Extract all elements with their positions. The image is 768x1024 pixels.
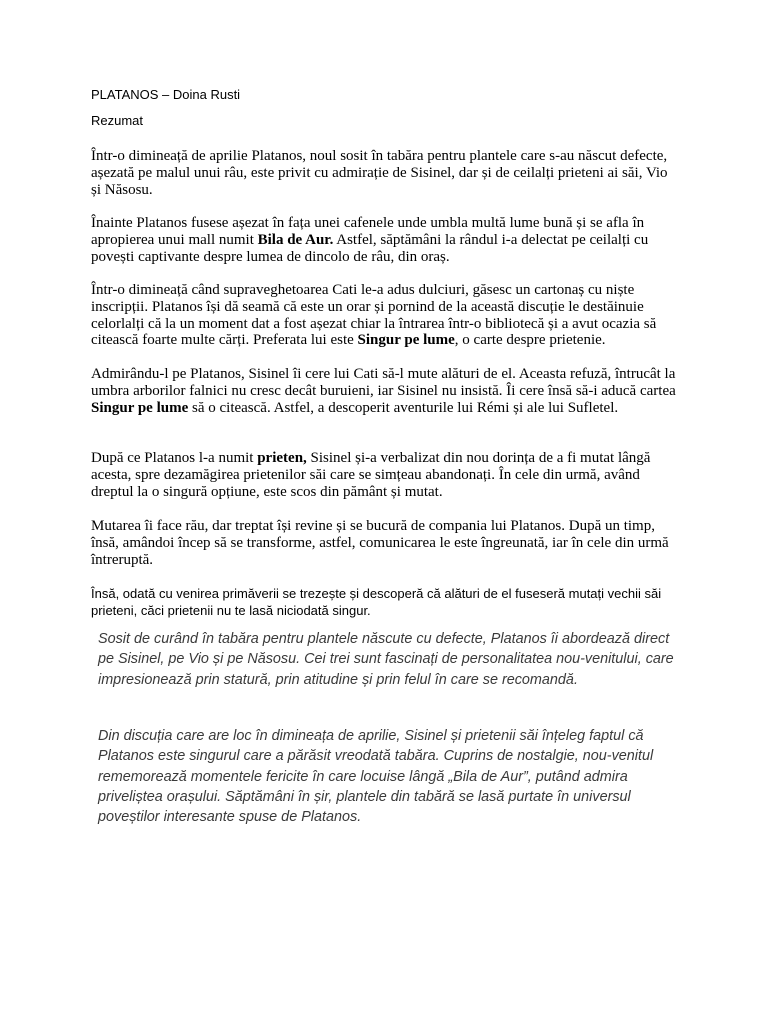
- document-title: PLATANOS – Doina Rusti: [91, 87, 241, 102]
- paragraph-2: Înainte Platanos fusese așezat în fața unei cafenele unde umbla multă lume bună și se afla în apropierea unui mall numit Bila de Aur. Astfel, săptămâni la rândul i-a delectat pe ceilalți cu povești captivante despre lumea de dincolo de râu, din oraș.: [91, 215, 649, 265]
- paragraph-1: Într-o dimineață de aprilie Platanos, noul sosit în tabăra pentru plantele care s-au născut defecte, așezată pe malul unui râu, este privit cu admirație de Sisinel, dar și de ceilalți prieteni ai săi, Vio și Năsosu.: [91, 148, 668, 198]
- paragraph-7: Însă, odată cu venirea primăverii se trezește și descoperă că alături de el fuseseră mutați vechii săi prieteni, căci prietenii nu te lasă niciodată singur.: [91, 586, 662, 618]
- summary-paragraph-1: Sosit de curând în tabăra pentru plantele născute cu defecte, Platanos îi abordează direct pe Sisinel, pe Vio și pe Năsosu. Cei trei sunt fascinați de personalitatea nou-venitului, care impresionează prin statură, prin atitudine și prin felul în care se recomandă.: [98, 631, 674, 688]
- paragraph-3: Într-o dimineață când supraveghetoarea Cati le-a adus dulciuri, găsesc un cartonaș cu niște inscripții. Platanos își dă seamă că este un orar și pornind de la această discuție le destăinuie celorlalți că la un moment dat a fost așezat chiar la întrarea într-o bibliotecă și a avut ocazia să citească foarte multe cărți. Preferata lui este Singur pe lume, o carte despre prietenie.: [91, 282, 657, 349]
- bold-text: Singur pe lume: [357, 332, 455, 349]
- paragraph-5: După ce Platanos l-a numit prieten, Sisinel și-a verbalizat din nou dorința de a fi mutat lângă acesta, spre dezamăgirea prietenilor săi care se simțeau abandonați. În cele din urmă, având dreptul la o singură opțiune, este scos din pământ și mutat.: [91, 450, 651, 500]
- paragraph-6: Mutarea îi face rău, dar treptat își revine și se bucură de compania lui Platanos. După un timp, însă, amândoi încep să se transforme, astfel, comunicarea le este îngreunată, iar în cele din urmă întreruptă.: [91, 518, 669, 568]
- document-subtitle: Rezumat: [91, 113, 144, 128]
- paragraph-4: Admirându-l pe Platanos, Sisinel îi cere lui Cati să-l mute alături de el. Aceasta refuză, întrucât la umbra arborilor falnici nu cresc decât buruieni, iar Sisinel nu insistă. Îi cere însă să-i aducă cartea Singur pe lume să o citească. Astfel, a descoperit aventurile lui Rémi și ale lui Sufletel.: [91, 366, 676, 416]
- bold-text: Singur pe lume: [91, 399, 189, 416]
- bold-text: Bila de Aur.: [257, 231, 334, 248]
- bold-text: prieten,: [257, 450, 307, 466]
- summary-paragraph-2: Din discuția care are loc în dimineața de aprilie, Sisinel și prietenii săi înțeleg faptul că Platanos este singurul care a părăsit vreodată tabăra. Cuprins de nostalgie, nou-venitul rememorează momentele fericite în care locuise lângă „Bila de Aur”, putând admira priveliștea orașului. Săptămâni în șir, plantele din tabără se lasă purtate în universul poveștilor interesante spuse de Platanos.: [98, 728, 654, 826]
